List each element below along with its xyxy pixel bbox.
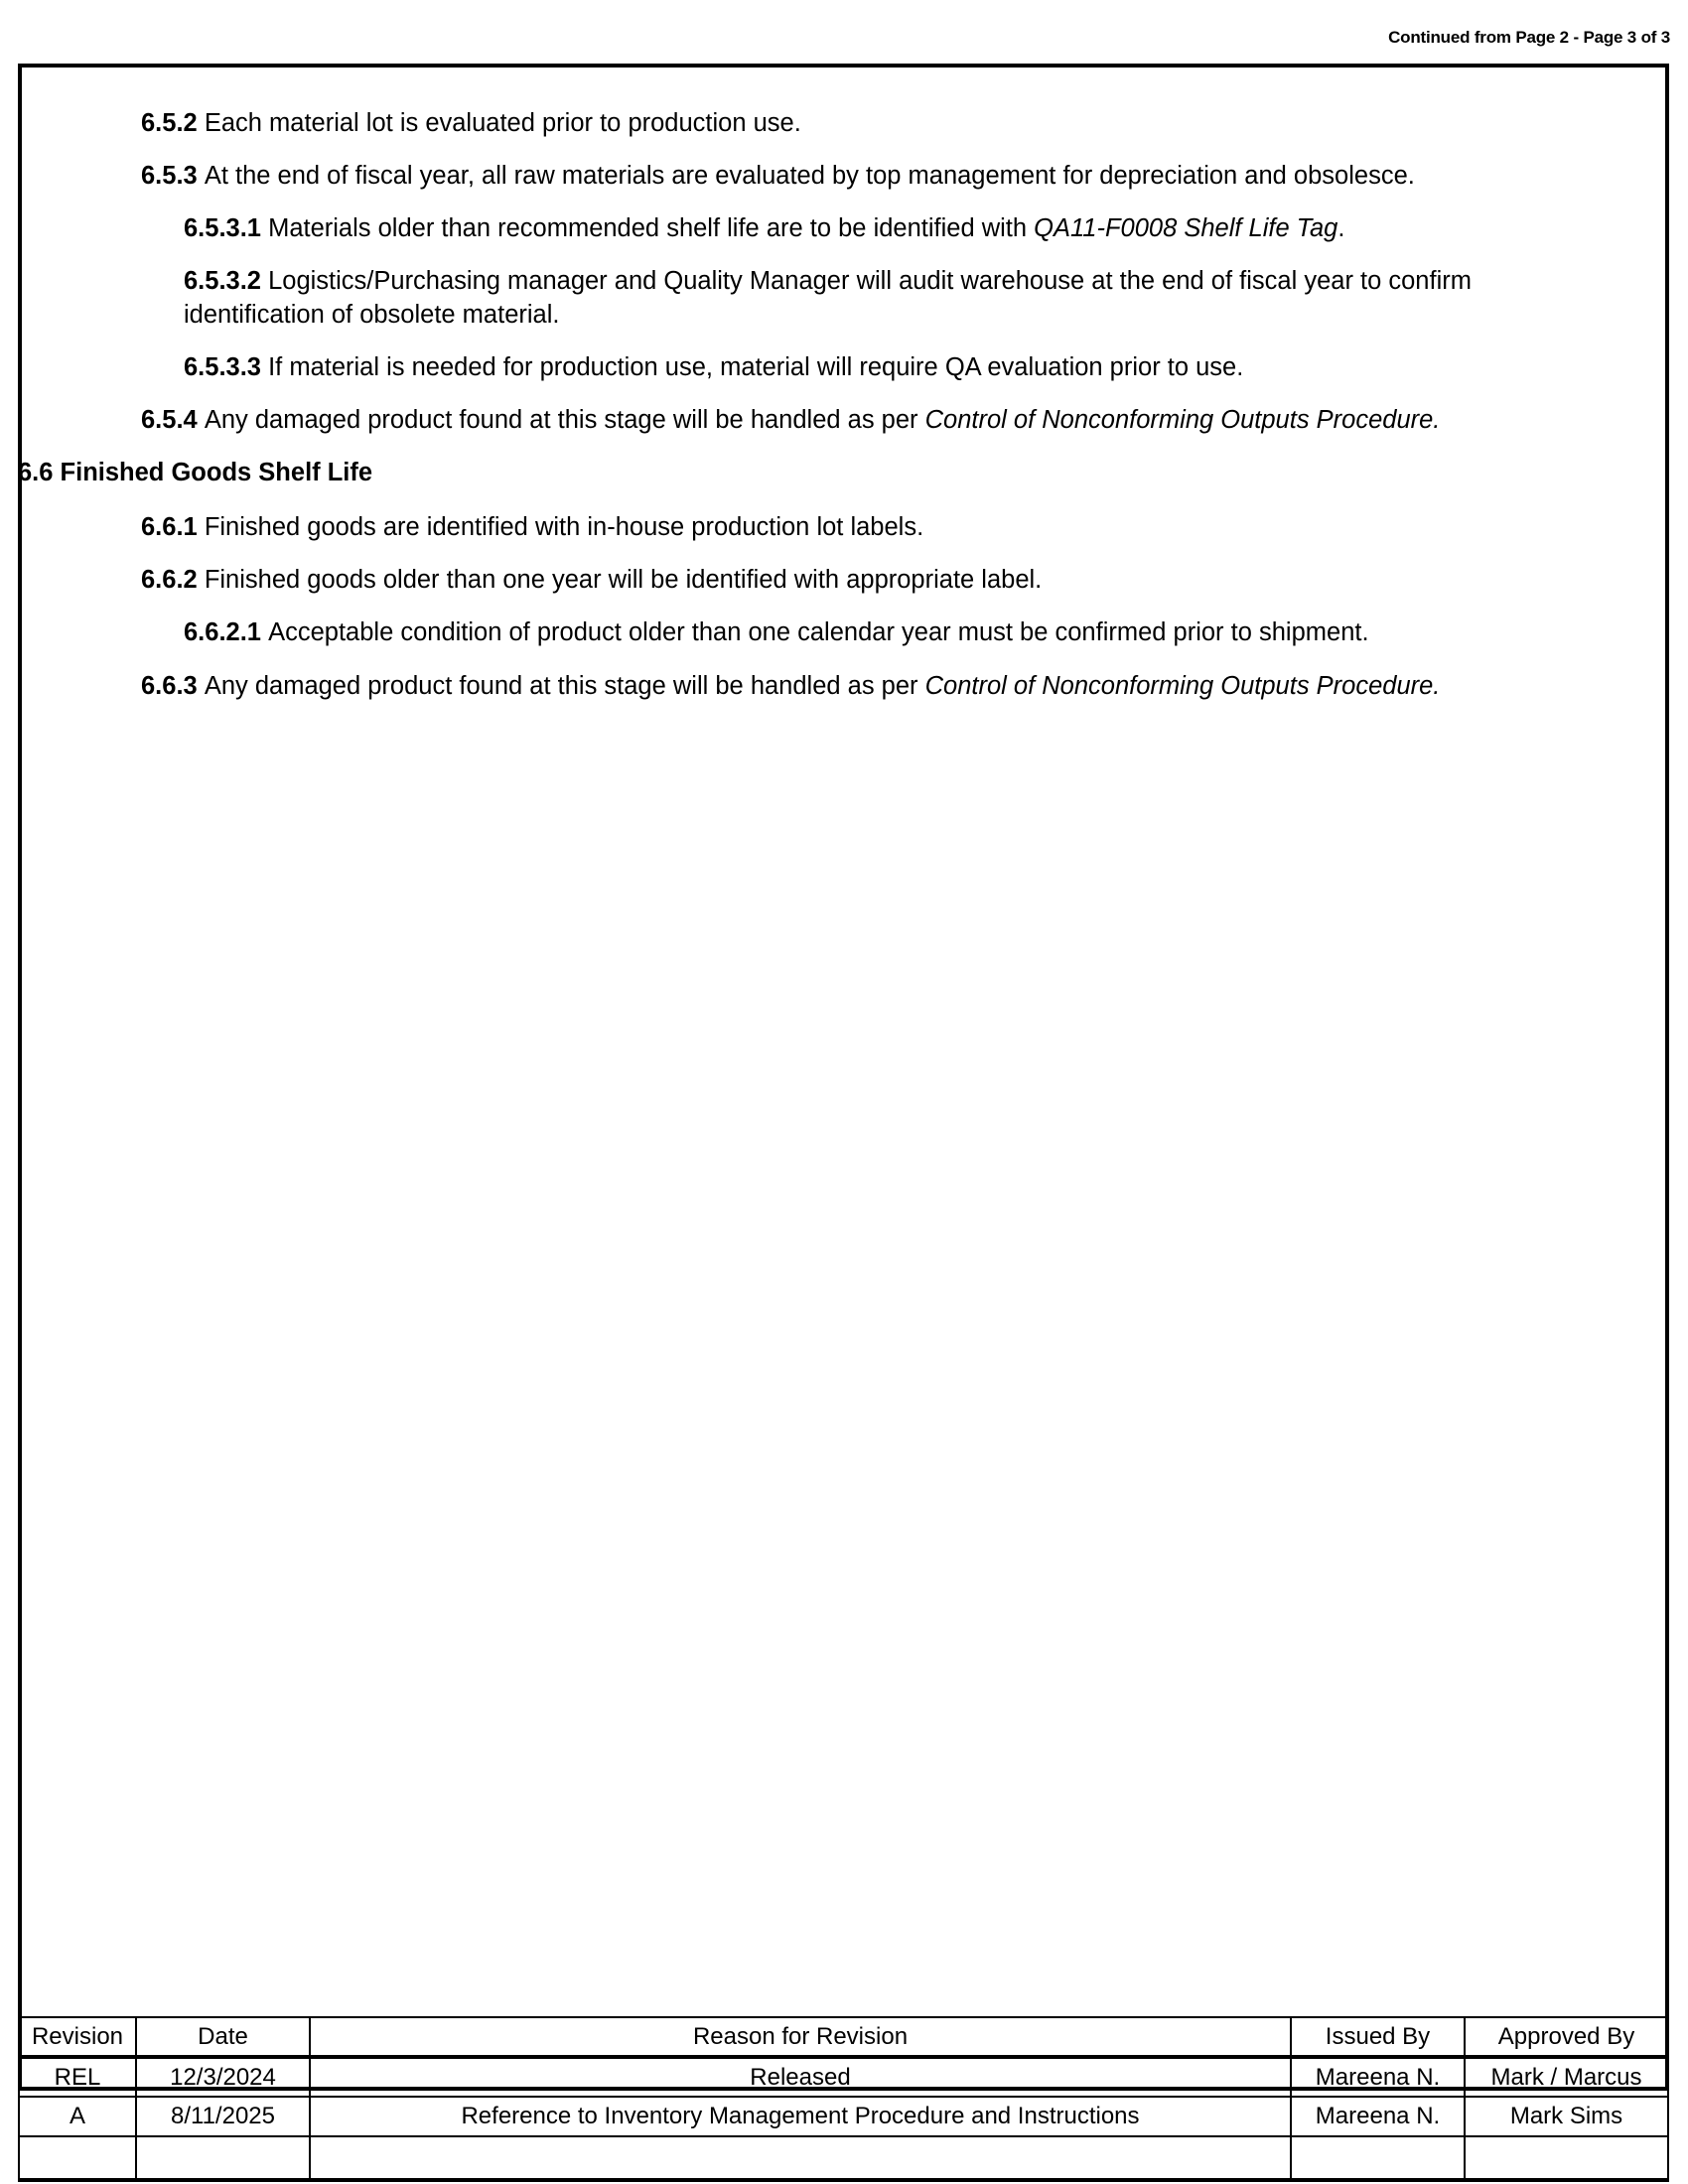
- table-header-row: [19, 2017, 1668, 2057]
- clause-number: 6.6: [18, 458, 61, 486]
- clause-text: Any damaged product found at this stage will be handled as per: [204, 671, 925, 700]
- clause-text: Acceptable condition of product older than one calendar year must be confirmed prior to shipment.: [268, 618, 1369, 647]
- clause-6-6-2-1: [184, 616, 1580, 649]
- clause-reference-italic: QA11-F0008 Shelf Life Tag: [1034, 214, 1338, 243]
- cell-issued-by: Mareena N.: [1291, 2097, 1465, 2136]
- header-issued-by: Issued By: [1291, 2017, 1465, 2057]
- cell-approved-by: Mark / Marcus: [1465, 2057, 1668, 2097]
- header-reason: Reason for Revision: [310, 2017, 1291, 2057]
- clause-6-6: [18, 457, 1580, 489]
- cell-issued-by: [1291, 2136, 1465, 2180]
- clause-6-6-3: [141, 670, 1580, 703]
- clause-text: Finished goods older than one year will be identified with appropriate label.: [204, 566, 1043, 595]
- revision-history-table: [18, 2016, 1669, 2182]
- revision-table-header: [19, 2017, 1668, 2057]
- cell-issued-by: Mareena N.: [1291, 2057, 1465, 2097]
- cell-approved-by: Mark Sims: [1465, 2097, 1668, 2136]
- clause-number: 6.5.3.2: [184, 267, 269, 296]
- clause-reference-italic: Control of Nonconforming Outputs Procedure.: [924, 671, 1441, 700]
- header-approved-by: Approved By: [1465, 2017, 1668, 2057]
- clause-number: 6.5.3.1: [184, 214, 269, 243]
- clause-reference-italic: Control of Nonconforming Outputs Procedure.: [924, 405, 1441, 434]
- clause-6-5-3-1: [184, 212, 1580, 245]
- clause-number: 6.5.3: [141, 162, 205, 191]
- table-row: [19, 2057, 1668, 2097]
- clause-list: [18, 107, 1580, 703]
- clause-6-5-3-3: [184, 351, 1580, 384]
- clause-text: Each material lot is evaluated prior to production use.: [204, 109, 801, 137]
- clause-text: If material is needed for production use, material will require QA evaluation prior to use.: [268, 352, 1244, 381]
- clause-6-5-3: [141, 160, 1580, 193]
- document-body: [18, 107, 1669, 723]
- header-revision: Revision: [19, 2017, 136, 2057]
- cell-date: 12/3/2024: [136, 2057, 310, 2097]
- revision-history-section: [18, 2016, 1669, 2182]
- clause-number: 6.6.2: [141, 566, 205, 595]
- clause-number: 6.5.4: [141, 405, 205, 434]
- clause-6-5-3-2: [184, 265, 1580, 331]
- clause-trailing: .: [1337, 214, 1345, 243]
- clause-text: Finished Goods Shelf Life: [60, 458, 373, 486]
- clause-number: 6.6.3: [141, 671, 205, 700]
- clause-text: Any damaged product found at this stage will be handled as per: [204, 405, 925, 434]
- page-continuation-note: Continued from Page 2 - Page 3 of 3: [1388, 28, 1670, 47]
- clause-6-6-2: [141, 564, 1580, 597]
- clause-6-6-1: [141, 511, 1580, 544]
- clause-6-5-4: [141, 404, 1580, 437]
- clause-number: 6.5.3.3: [184, 352, 269, 381]
- cell-reason: Reference to Inventory Management Procedure and Instructions: [310, 2097, 1291, 2136]
- header-date: Date: [136, 2017, 310, 2057]
- clause-number: 6.6.1: [141, 513, 205, 542]
- cell-reason: Released: [310, 2057, 1291, 2097]
- cell-date: 8/11/2025: [136, 2097, 310, 2136]
- cell-reason: [310, 2136, 1291, 2180]
- clause-text: Materials older than recommended shelf life are to be identified with: [268, 214, 1035, 243]
- cell-revision: [19, 2136, 136, 2180]
- clause-text: At the end of fiscal year, all raw materials are evaluated by top management for depreciation and obsolesce.: [204, 162, 1415, 191]
- revision-table-body: [19, 2057, 1668, 2180]
- table-row: [19, 2097, 1668, 2136]
- clause-number: 6.6.2.1: [184, 618, 269, 647]
- clause-text: Finished goods are identified with in-house production lot labels.: [204, 513, 924, 542]
- cell-date: [136, 2136, 310, 2180]
- cell-revision: A: [19, 2097, 136, 2136]
- cell-approved-by: [1465, 2136, 1668, 2180]
- table-row: [19, 2136, 1668, 2180]
- cell-revision: REL: [19, 2057, 136, 2097]
- clause-text: Logistics/Purchasing manager and Quality Manager will audit warehouse at the end of fiscal year to confirm identification of obsolete material.: [184, 267, 1472, 329]
- clause-6-5-2: [141, 107, 1580, 140]
- clause-number: 6.5.2: [141, 109, 205, 137]
